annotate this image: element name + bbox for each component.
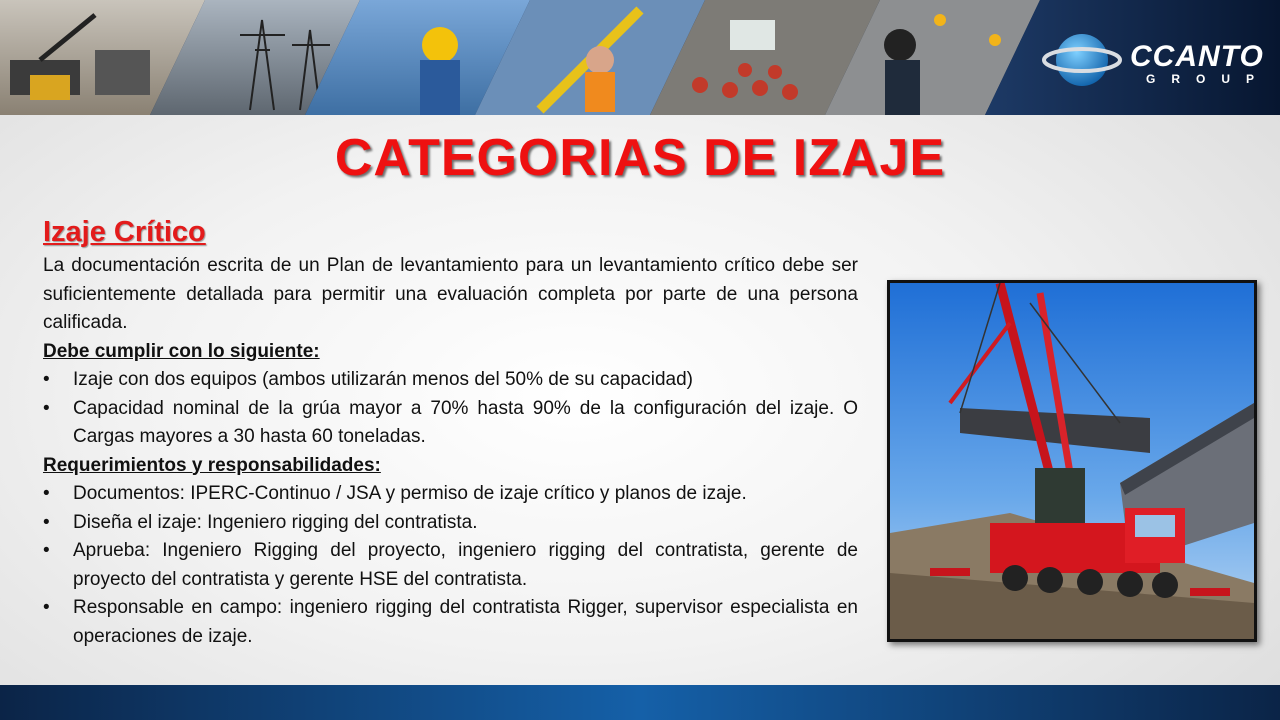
responsibilities-list (43, 480, 858, 651)
header-banner (0, 0, 1280, 115)
list-item: • Documentos: IPERC-Continuo / JSA y permiso de izaje crítico y planos de izaje. (43, 480, 858, 509)
list-item: • Responsable en campo: ingeniero rigging del contratista Rigger, supervisor especialista en operaciones de izaje. (43, 594, 858, 651)
footer-bar (0, 685, 1280, 720)
company-logo (1042, 22, 1271, 97)
requirements-heading: Debe cumplir con lo siguiente: (43, 340, 320, 362)
main-content (43, 212, 858, 651)
page-title: CATEGORIAS DE IZAJE (334, 129, 946, 187)
section-subtitle: Izaje Crítico (43, 216, 206, 248)
logo-name: CCANTO (1130, 40, 1264, 73)
list-item: • Izaje con dos equipos (ambos utilizarán menos del 50% de su capacidad) (43, 366, 858, 395)
responsibilities-heading: Requerimientos y responsabilidades: (43, 454, 381, 476)
logo-sub: GROUP (1146, 72, 1271, 86)
crane-photo (887, 280, 1257, 642)
globe-icon (1042, 22, 1122, 97)
requirements-list (43, 366, 858, 452)
list-item: • Capacidad nominal de la grúa mayor a 70% hasta 90% de la configuración del izaje. O Cargas mayores a 30 hasta 60 toneladas. (43, 395, 858, 452)
list-item: • Aprueba: Ingeniero Rigging del proyecto, ingeniero rigging del contratista, gerente de proyecto del contratista y gerente HSE del contratista. (43, 537, 858, 594)
list-item: • Diseña el izaje: Ingeniero rigging del contratista. (43, 509, 858, 538)
intro-paragraph: La documentación escrita de un Plan de levantamiento para un levantamiento crítico debe ser suficientemente detallada para permitir una evaluación completa por parte de una persona calificada. (43, 255, 858, 333)
crane-illustration (890, 283, 1254, 639)
